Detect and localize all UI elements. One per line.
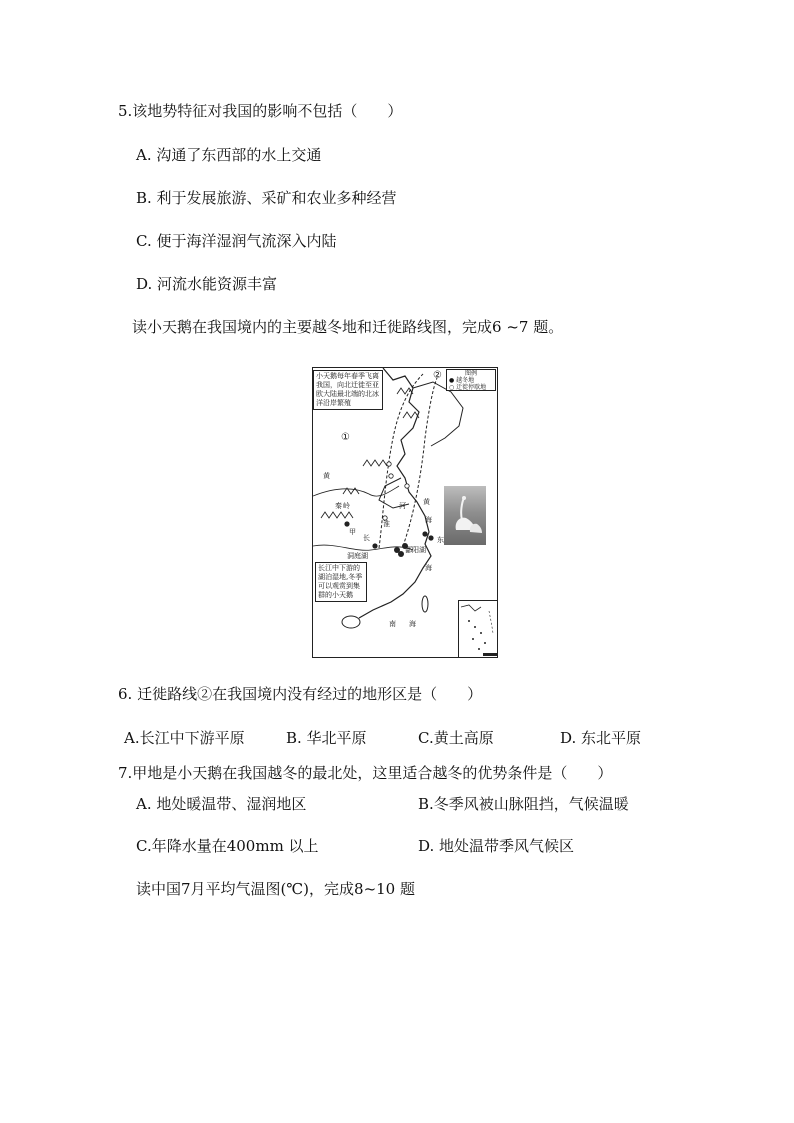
map-label-poyang: 鄱阳湖 xyxy=(405,546,426,554)
map-label-ling: 岭 xyxy=(343,502,350,510)
map-label-huai: 淮 xyxy=(383,520,390,528)
intro-6-7: 读小天鹅在我国境内的主要越冬地和迁徙路线图，完成6 ~7 题。 xyxy=(132,318,564,336)
route-1-label: ① xyxy=(341,432,350,443)
swan-icon xyxy=(444,486,486,545)
legend-winter-row: ● 越冬地 xyxy=(449,377,475,384)
map-label-hai1: 海 xyxy=(425,516,432,524)
legend-title: 图例 xyxy=(464,370,477,377)
map-label-dongting: 洞庭湖 xyxy=(347,552,368,560)
q6-stem: 6. 迁徙路线②在我国境内没有经过的地形区是（ ） xyxy=(118,685,483,703)
south-china-sea-inset xyxy=(458,600,498,658)
map-legend xyxy=(446,369,496,391)
q5-option-b: B. 利于发展旅游、采矿和农业多种经营 xyxy=(136,189,397,207)
map-label-hai2: 海 xyxy=(425,564,432,572)
q6-option-d: D. 东北平原 xyxy=(560,729,642,747)
map-label-dong: 东 xyxy=(437,536,444,544)
swan-photo xyxy=(444,486,486,545)
q7-option-a: A. 地处暖温带、湿润地区 xyxy=(136,795,307,813)
q6-option-c: C.黄土高原 xyxy=(418,729,494,747)
legend-stop-row: ○ 迁徙停歇地 xyxy=(449,384,487,391)
q7-option-c: C.年降水量在400mm 以上 xyxy=(136,837,319,855)
q5-option-c: C. 便于海洋湿润气流深入内陆 xyxy=(136,232,337,250)
callout-winter-viewing: 长江中下游的湖泊湿地,冬季可以观赏到集群的小天鹅 xyxy=(315,562,367,602)
q7-option-d: D. 地处温带季风气候区 xyxy=(418,837,575,855)
legend-winter-label: 越冬地 xyxy=(456,377,475,384)
map-label-he: 河 xyxy=(399,502,406,510)
intro-8-10: 读中国7月平均气温图(℃)，完成8~10 题 xyxy=(136,880,415,898)
map-label-chang: 长 xyxy=(363,534,370,542)
q6-option-b: B. 华北平原 xyxy=(286,729,367,747)
map-label-huang: 黄 xyxy=(323,472,330,480)
q5-stem: 5.该地势特征对我国的影响不包括（ ） xyxy=(118,102,403,120)
q7-option-b: B.冬季风被山脉阻挡，气候温暖 xyxy=(418,795,629,813)
inset-drawing xyxy=(459,601,499,659)
map-label-hai3: 海 xyxy=(409,620,416,628)
q7-stem: 7.甲地是小天鹅在我国越冬的最北处，这里适合越冬的优势条件是（ ） xyxy=(118,764,613,782)
map-label-qin: 秦 xyxy=(335,502,342,510)
map-label-nan: 南 xyxy=(389,620,396,628)
callout-spring-migration: 小天鹅每年春季飞离我国，向北迁徙至亚欧大陆最北端的北冰洋沿岸繁殖 xyxy=(313,370,383,410)
q5-option-a: A. 沟通了东西部的水上交通 xyxy=(136,146,322,164)
map-label-huanghai: 黄 xyxy=(423,498,430,506)
q5-option-d: D. 河流水能资源丰富 xyxy=(136,275,278,293)
legend-stop-label: 迁徙停歇地 xyxy=(456,384,487,391)
map-label-jia: 甲 xyxy=(349,528,356,536)
q6-option-a: A.长江中下游平原 xyxy=(124,729,245,747)
route-2-label: ② xyxy=(433,370,442,381)
